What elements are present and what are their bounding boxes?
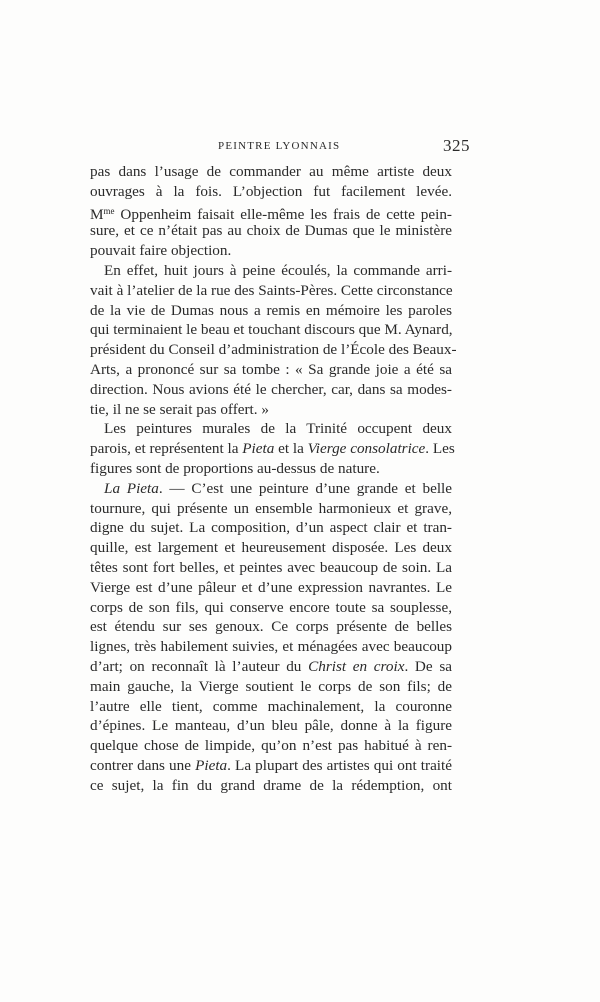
text-line: main gauche, la Vierge soutient le corps de son fils; de [90,677,452,695]
text-line: $M^{me}$ Oppenheim faisait elle-même les frais de cette pein- [90,205,452,223]
text-line: figures sont de proportions au-dessus de nature. [90,459,380,477]
text-line-italic-mix: parois, et représentent la Pieta et la Vierge consolatrice. Les [90,440,455,458]
text-line: président du Conseil d’administration de l’École des Beaux- [90,341,457,359]
text-line: qui terminaient le beau et touchant discours que M. Aynard, [90,321,453,339]
text-line: de la vie de Dumas nous a remis en mémoire les paroles [90,301,452,319]
page-number: 325 [443,136,470,155]
text-line-italic-mix: contrer dans une Pieta. La plupart des artistes qui ont traité [90,756,452,774]
text-line-italic-mix: d’art; on reconnaît là l’auteur du Christ en croix. De sa [90,657,452,675]
text-line: pas dans l’usage de commander au même artiste deux [90,163,452,180]
text-line-rest: Oppenheim faisait elle-même les frais de cette pein- [114,205,452,223]
text-line: d’épines. Le manteau, d’un bleu pâle, donne à la figure [90,717,452,735]
text-line: têtes sont fort belles, et peintes avec beaucoup de soin. La [90,558,452,576]
text-line: vait à l’atelier de la rue des Saints-Pères. Cette circonstance [90,281,453,299]
text-line: sure, et ce n’était pas au choix de Dumas que le ministère [90,222,452,240]
text-line: En effet, huit jours à peine écoulés, la commande arri- [104,261,452,279]
text-line: tie, il ne se serait pas offert. » [90,400,269,418]
text-line: est étendu sur ses genoux. Ce corps présente de belles [90,618,452,636]
text-line: quille, est largement et heureusement disposée. Les deux [90,539,452,557]
text-line: Les peintures murales de la Trinité occupent deux [104,420,452,438]
text-line: ce sujet, la fin du grand drame de la rédemption, ont [90,776,452,794]
text-line: corps de son fils, qui conserve encore toute sa souplesse, [90,598,452,616]
body-text [90,162,457,796]
running-title: PEINTRE LYONNAIS [218,140,341,152]
text-line: quelque chose de limpide, qu’on n’est pas habitué à ren- [90,737,452,755]
text-line: Arts, a prononcé sur sa tombe : « Sa grande joie a été sa [90,360,452,378]
text-line: tournure, qui présente un ensemble harmonieux et grave, [90,499,452,517]
text-line: ouvrages à la fois. L’objection fut facilement levée. [90,182,452,200]
running-head [90,138,470,158]
text-line: l’autre elle tient, comme machinalement, la couronne [90,697,452,715]
text-line: direction. Nous avions été le chercher, car, dans sa modes- [90,380,452,398]
text-line: digne du sujet. La composition, d’un aspect clair et tran- [90,519,452,537]
text-line-italic-mix: La Pieta. — C’est une peinture d’une grande et belle [104,479,453,497]
text-line: Vierge est d’une pâleur et d’une expression navrantes. Le [90,578,452,596]
text-line: pouvait faire objection. [90,242,232,260]
text-line: lignes, très habilement suivies, et ménagées avec beaucoup [90,638,452,656]
